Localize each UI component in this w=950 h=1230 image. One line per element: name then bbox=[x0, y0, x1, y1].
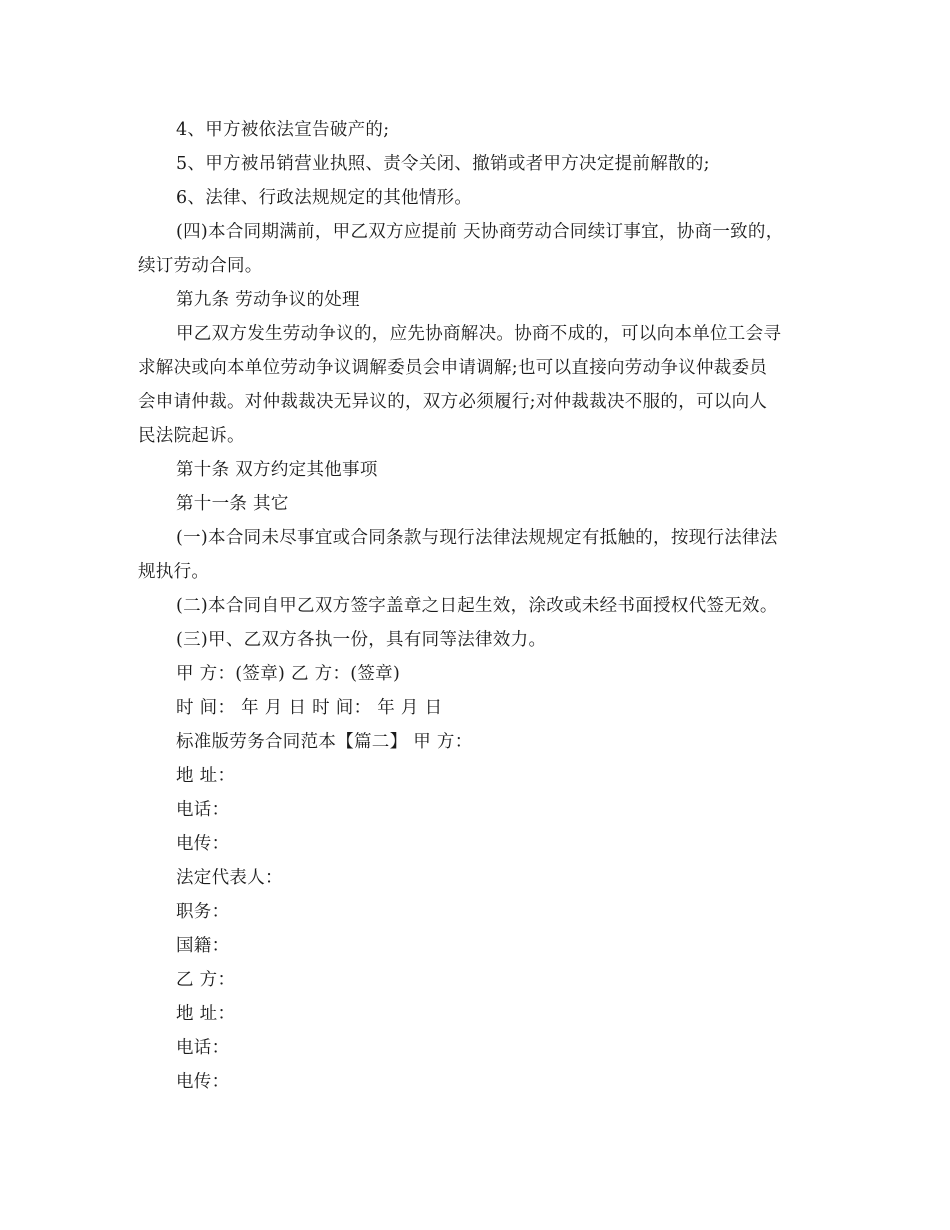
text-line: (四)本合同期满前，甲乙双方应提前 天协商劳动合同续订事宜，协商一致的， bbox=[176, 222, 784, 242]
text-line: 民法院起诉。 bbox=[138, 426, 245, 446]
form-field-label: 地 址： bbox=[176, 1004, 236, 1024]
form-field-label: 法定代表人： bbox=[176, 868, 283, 888]
date-line: 时 间： 年 月 日 时 间： 年 月 日 bbox=[176, 698, 443, 718]
section-heading: 第十条 双方约定其他事项 bbox=[176, 460, 378, 480]
form-field-label: 乙 方： bbox=[176, 970, 236, 990]
text-line: (三)甲、乙双方各执一份，具有同等法律效力。 bbox=[176, 630, 547, 650]
form-field-label: 职务： bbox=[176, 902, 230, 922]
form-field-label: 电话： bbox=[176, 1038, 230, 1058]
section-heading: 第十一条 其它 bbox=[176, 494, 289, 514]
text-line: 会申请仲裁。对仲裁裁决无异议的，双方必须履行;对仲裁裁决不服的，可以向人 bbox=[138, 392, 768, 412]
text-line: 4、甲方被依法宣告破产的; bbox=[176, 120, 390, 140]
text-line: 甲乙双方发生劳动争议的，应先协商解决。协商不成的，可以向本单位工会寻 bbox=[176, 324, 782, 344]
text-line: (二)本合同自甲乙双方签字盖章之日起生效，涂改或未经书面授权代签无效。 bbox=[176, 596, 778, 616]
text-line: 续订劳动合同。 bbox=[138, 256, 263, 276]
text-line: 求解决或向本单位劳动争议调解委员会申请调解;也可以直接向劳动争议仲裁委员 bbox=[138, 358, 768, 378]
form-field-label: 国籍： bbox=[176, 936, 230, 956]
section-heading: 标准版劳务合同范本【篇二】 甲 方： bbox=[176, 732, 473, 752]
form-field-label: 电传： bbox=[176, 834, 230, 854]
text-line: 规执行。 bbox=[138, 562, 210, 582]
form-field-label: 电传： bbox=[176, 1072, 230, 1092]
text-line: 5、甲方被吊销营业执照、责令关闭、撤销或者甲方决定提前解散的; bbox=[176, 154, 710, 174]
text-line: (一)本合同未尽事宜或合同条款与现行法律法规规定有抵触的，按现行法律法 bbox=[176, 528, 778, 548]
section-heading: 第九条 劳动争议的处理 bbox=[176, 290, 360, 310]
form-field-label: 电话： bbox=[176, 800, 230, 820]
signature-line: 甲 方：(签章) 乙 方：(签章) bbox=[176, 664, 401, 684]
text-line: 6、法律、行政法规规定的其他情形。 bbox=[176, 188, 473, 208]
form-field-label: 地 址： bbox=[176, 766, 236, 786]
